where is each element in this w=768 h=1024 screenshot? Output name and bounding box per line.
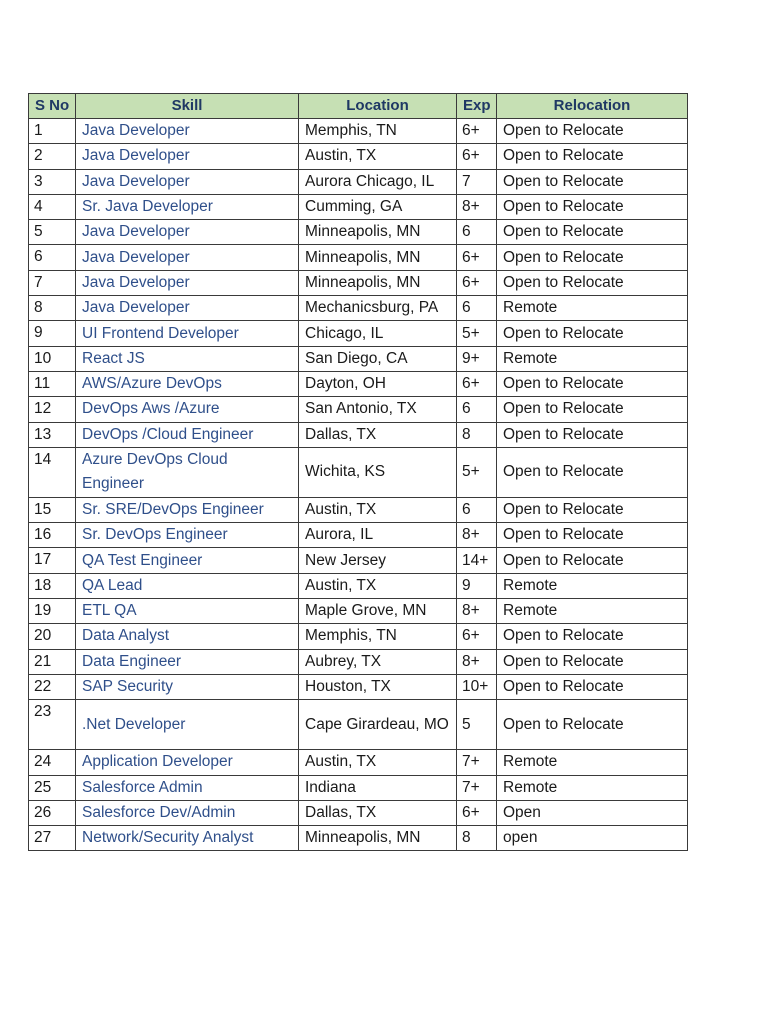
header-exp: Exp (457, 94, 497, 119)
cell-relocation: Open to Relocate (497, 371, 688, 396)
table-row (29, 497, 688, 522)
cell-relocation: Remote (497, 750, 688, 775)
cell-skill: Java Developer (76, 270, 299, 295)
cell-location: Austin, TX (299, 750, 457, 775)
cell-skill: Salesforce Admin (76, 775, 299, 800)
cell-exp: 6+ (457, 119, 497, 144)
cell-skill: QA Lead (76, 573, 299, 598)
cell-sno: 18 (29, 573, 76, 598)
cell-relocation: Remote (497, 346, 688, 371)
table-row (29, 194, 688, 219)
cell-sno: 15 (29, 497, 76, 522)
cell-skill: Sr. SRE/DevOps Engineer (76, 497, 299, 522)
cell-sno: 21 (29, 649, 76, 674)
cell-skill: Java Developer (76, 296, 299, 321)
header-relocation: Relocation (497, 94, 688, 119)
cell-skill: Data Analyst (76, 624, 299, 649)
cell-skill: Java Developer (76, 144, 299, 169)
cell-sno: 4 (29, 194, 76, 219)
cell-location: Austin, TX (299, 573, 457, 598)
cell-relocation: Open (497, 800, 688, 825)
table-row (29, 296, 688, 321)
table-row (29, 649, 688, 674)
cell-skill: Sr. Java Developer (76, 194, 299, 219)
table-row (29, 422, 688, 447)
cell-skill: Application Developer (76, 750, 299, 775)
cell-location: Maple Grove, MN (299, 599, 457, 624)
cell-relocation: Open to Relocate (497, 624, 688, 649)
cell-location: Dayton, OH (299, 371, 457, 396)
cell-skill: Java Developer (76, 245, 299, 270)
cell-exp: 6+ (457, 624, 497, 649)
cell-sno: 11 (29, 371, 76, 396)
candidate-sheet (28, 93, 688, 851)
cell-location: New Jersey (299, 548, 457, 573)
cell-exp: 8+ (457, 649, 497, 674)
cell-location: Memphis, TN (299, 119, 457, 144)
table-row (29, 144, 688, 169)
cell-relocation: Remote (497, 573, 688, 598)
table-row (29, 523, 688, 548)
cell-skill: UI Frontend Developer (76, 321, 299, 346)
table-row (29, 321, 688, 346)
cell-relocation: Open to Relocate (497, 220, 688, 245)
cell-exp: 7+ (457, 775, 497, 800)
table-row (29, 548, 688, 573)
cell-sno: 23 (29, 700, 76, 750)
cell-skill: DevOps /Cloud Engineer (76, 422, 299, 447)
cell-skill: React JS (76, 346, 299, 371)
table-row (29, 800, 688, 825)
table-row (29, 775, 688, 800)
table-row (29, 674, 688, 699)
cell-exp: 8+ (457, 523, 497, 548)
cell-exp: 6+ (457, 371, 497, 396)
cell-exp: 6 (457, 220, 497, 245)
cell-exp: 6+ (457, 800, 497, 825)
cell-sno: 16 (29, 523, 76, 548)
cell-exp: 6 (457, 397, 497, 422)
cell-skill: SAP Security (76, 674, 299, 699)
cell-sno: 3 (29, 169, 76, 194)
cell-location: Dallas, TX (299, 800, 457, 825)
cell-skill: Network/Security Analyst (76, 826, 299, 851)
cell-exp: 6 (457, 497, 497, 522)
cell-relocation: Open to Relocate (497, 700, 688, 750)
cell-location: Indiana (299, 775, 457, 800)
cell-relocation: Open to Relocate (497, 497, 688, 522)
cell-sno: 20 (29, 624, 76, 649)
cell-exp: 5+ (457, 321, 497, 346)
cell-sno: 14 (29, 447, 76, 497)
cell-skill: .Net Developer (76, 700, 299, 750)
cell-location: San Antonio, TX (299, 397, 457, 422)
cell-relocation: Open to Relocate (497, 321, 688, 346)
table-row (29, 573, 688, 598)
cell-location: Aubrey, TX (299, 649, 457, 674)
cell-skill: Java Developer (76, 220, 299, 245)
table-row (29, 119, 688, 144)
cell-skill: Java Developer (76, 169, 299, 194)
cell-relocation: Open to Relocate (497, 674, 688, 699)
cell-skill: ETL QA (76, 599, 299, 624)
cell-exp: 7+ (457, 750, 497, 775)
cell-sno: 22 (29, 674, 76, 699)
cell-location: Minneapolis, MN (299, 826, 457, 851)
cell-exp: 6+ (457, 144, 497, 169)
cell-sno: 2 (29, 144, 76, 169)
cell-exp: 5+ (457, 447, 497, 497)
cell-relocation: Remote (497, 599, 688, 624)
table-body (29, 119, 688, 851)
cell-location: Mechanicsburg, PA (299, 296, 457, 321)
cell-exp: 6 (457, 296, 497, 321)
cell-skill: DevOps Aws /Azure (76, 397, 299, 422)
cell-exp: 6+ (457, 270, 497, 295)
cell-skill: AWS/Azure DevOps (76, 371, 299, 396)
cell-location: Austin, TX (299, 144, 457, 169)
cell-location: Cape Girardeau, MO (299, 700, 457, 750)
table-row (29, 624, 688, 649)
cell-location: Aurora Chicago, IL (299, 169, 457, 194)
cell-relocation: Open to Relocate (497, 649, 688, 674)
cell-exp: 8+ (457, 599, 497, 624)
table-row (29, 700, 688, 750)
cell-sno: 26 (29, 800, 76, 825)
table-row (29, 750, 688, 775)
cell-location: Dallas, TX (299, 422, 457, 447)
cell-exp: 9+ (457, 346, 497, 371)
cell-location: Wichita, KS (299, 447, 457, 497)
cell-sno: 5 (29, 220, 76, 245)
cell-location: Houston, TX (299, 674, 457, 699)
cell-relocation: Open to Relocate (497, 194, 688, 219)
cell-sno: 25 (29, 775, 76, 800)
cell-exp: 5 (457, 700, 497, 750)
cell-sno: 6 (29, 245, 76, 270)
cell-relocation: open (497, 826, 688, 851)
table-row (29, 245, 688, 270)
cell-relocation: Open to Relocate (497, 422, 688, 447)
cell-relocation: Open to Relocate (497, 119, 688, 144)
cell-exp: 8+ (457, 194, 497, 219)
header-sno: S No (29, 94, 76, 119)
table-row (29, 599, 688, 624)
cell-skill: QA Test Engineer (76, 548, 299, 573)
cell-location: Minneapolis, MN (299, 245, 457, 270)
cell-relocation: Remote (497, 296, 688, 321)
table-row (29, 169, 688, 194)
table-row (29, 346, 688, 371)
cell-location: Austin, TX (299, 497, 457, 522)
cell-sno: 9 (29, 321, 76, 346)
cell-sno: 10 (29, 346, 76, 371)
cell-exp: 8 (457, 422, 497, 447)
cell-exp: 14+ (457, 548, 497, 573)
header-row (29, 94, 688, 119)
cell-relocation: Open to Relocate (497, 523, 688, 548)
cell-sno: 17 (29, 548, 76, 573)
table-row (29, 220, 688, 245)
cell-location: Minneapolis, MN (299, 220, 457, 245)
cell-relocation: Open to Relocate (497, 169, 688, 194)
cell-exp: 9 (457, 573, 497, 598)
cell-relocation: Open to Relocate (497, 270, 688, 295)
cell-location: Memphis, TN (299, 624, 457, 649)
cell-exp: 8 (457, 826, 497, 851)
cell-location: Aurora, IL (299, 523, 457, 548)
cell-skill: Azure DevOps Cloud Engineer (76, 447, 299, 497)
cell-sno: 13 (29, 422, 76, 447)
cell-sno: 8 (29, 296, 76, 321)
cell-location: Cumming, GA (299, 194, 457, 219)
candidate-table (28, 93, 688, 851)
cell-sno: 19 (29, 599, 76, 624)
cell-relocation: Open to Relocate (497, 548, 688, 573)
cell-skill: Salesforce Dev/Admin (76, 800, 299, 825)
cell-sno: 24 (29, 750, 76, 775)
cell-skill: Data Engineer (76, 649, 299, 674)
cell-location: Minneapolis, MN (299, 270, 457, 295)
cell-skill: Sr. DevOps Engineer (76, 523, 299, 548)
cell-sno: 27 (29, 826, 76, 851)
cell-exp: 7 (457, 169, 497, 194)
table-row (29, 447, 688, 497)
cell-relocation: Open to Relocate (497, 447, 688, 497)
header-location: Location (299, 94, 457, 119)
cell-relocation: Open to Relocate (497, 397, 688, 422)
header-skill: Skill (76, 94, 299, 119)
cell-skill: Java Developer (76, 119, 299, 144)
cell-location: San Diego, CA (299, 346, 457, 371)
cell-exp: 6+ (457, 245, 497, 270)
cell-location: Chicago, IL (299, 321, 457, 346)
cell-sno: 1 (29, 119, 76, 144)
cell-relocation: Open to Relocate (497, 144, 688, 169)
cell-sno: 7 (29, 270, 76, 295)
cell-relocation: Remote (497, 775, 688, 800)
table-row (29, 270, 688, 295)
table-row (29, 371, 688, 396)
cell-relocation: Open to Relocate (497, 245, 688, 270)
cell-sno: 12 (29, 397, 76, 422)
table-row (29, 397, 688, 422)
table-row (29, 826, 688, 851)
cell-exp: 10+ (457, 674, 497, 699)
